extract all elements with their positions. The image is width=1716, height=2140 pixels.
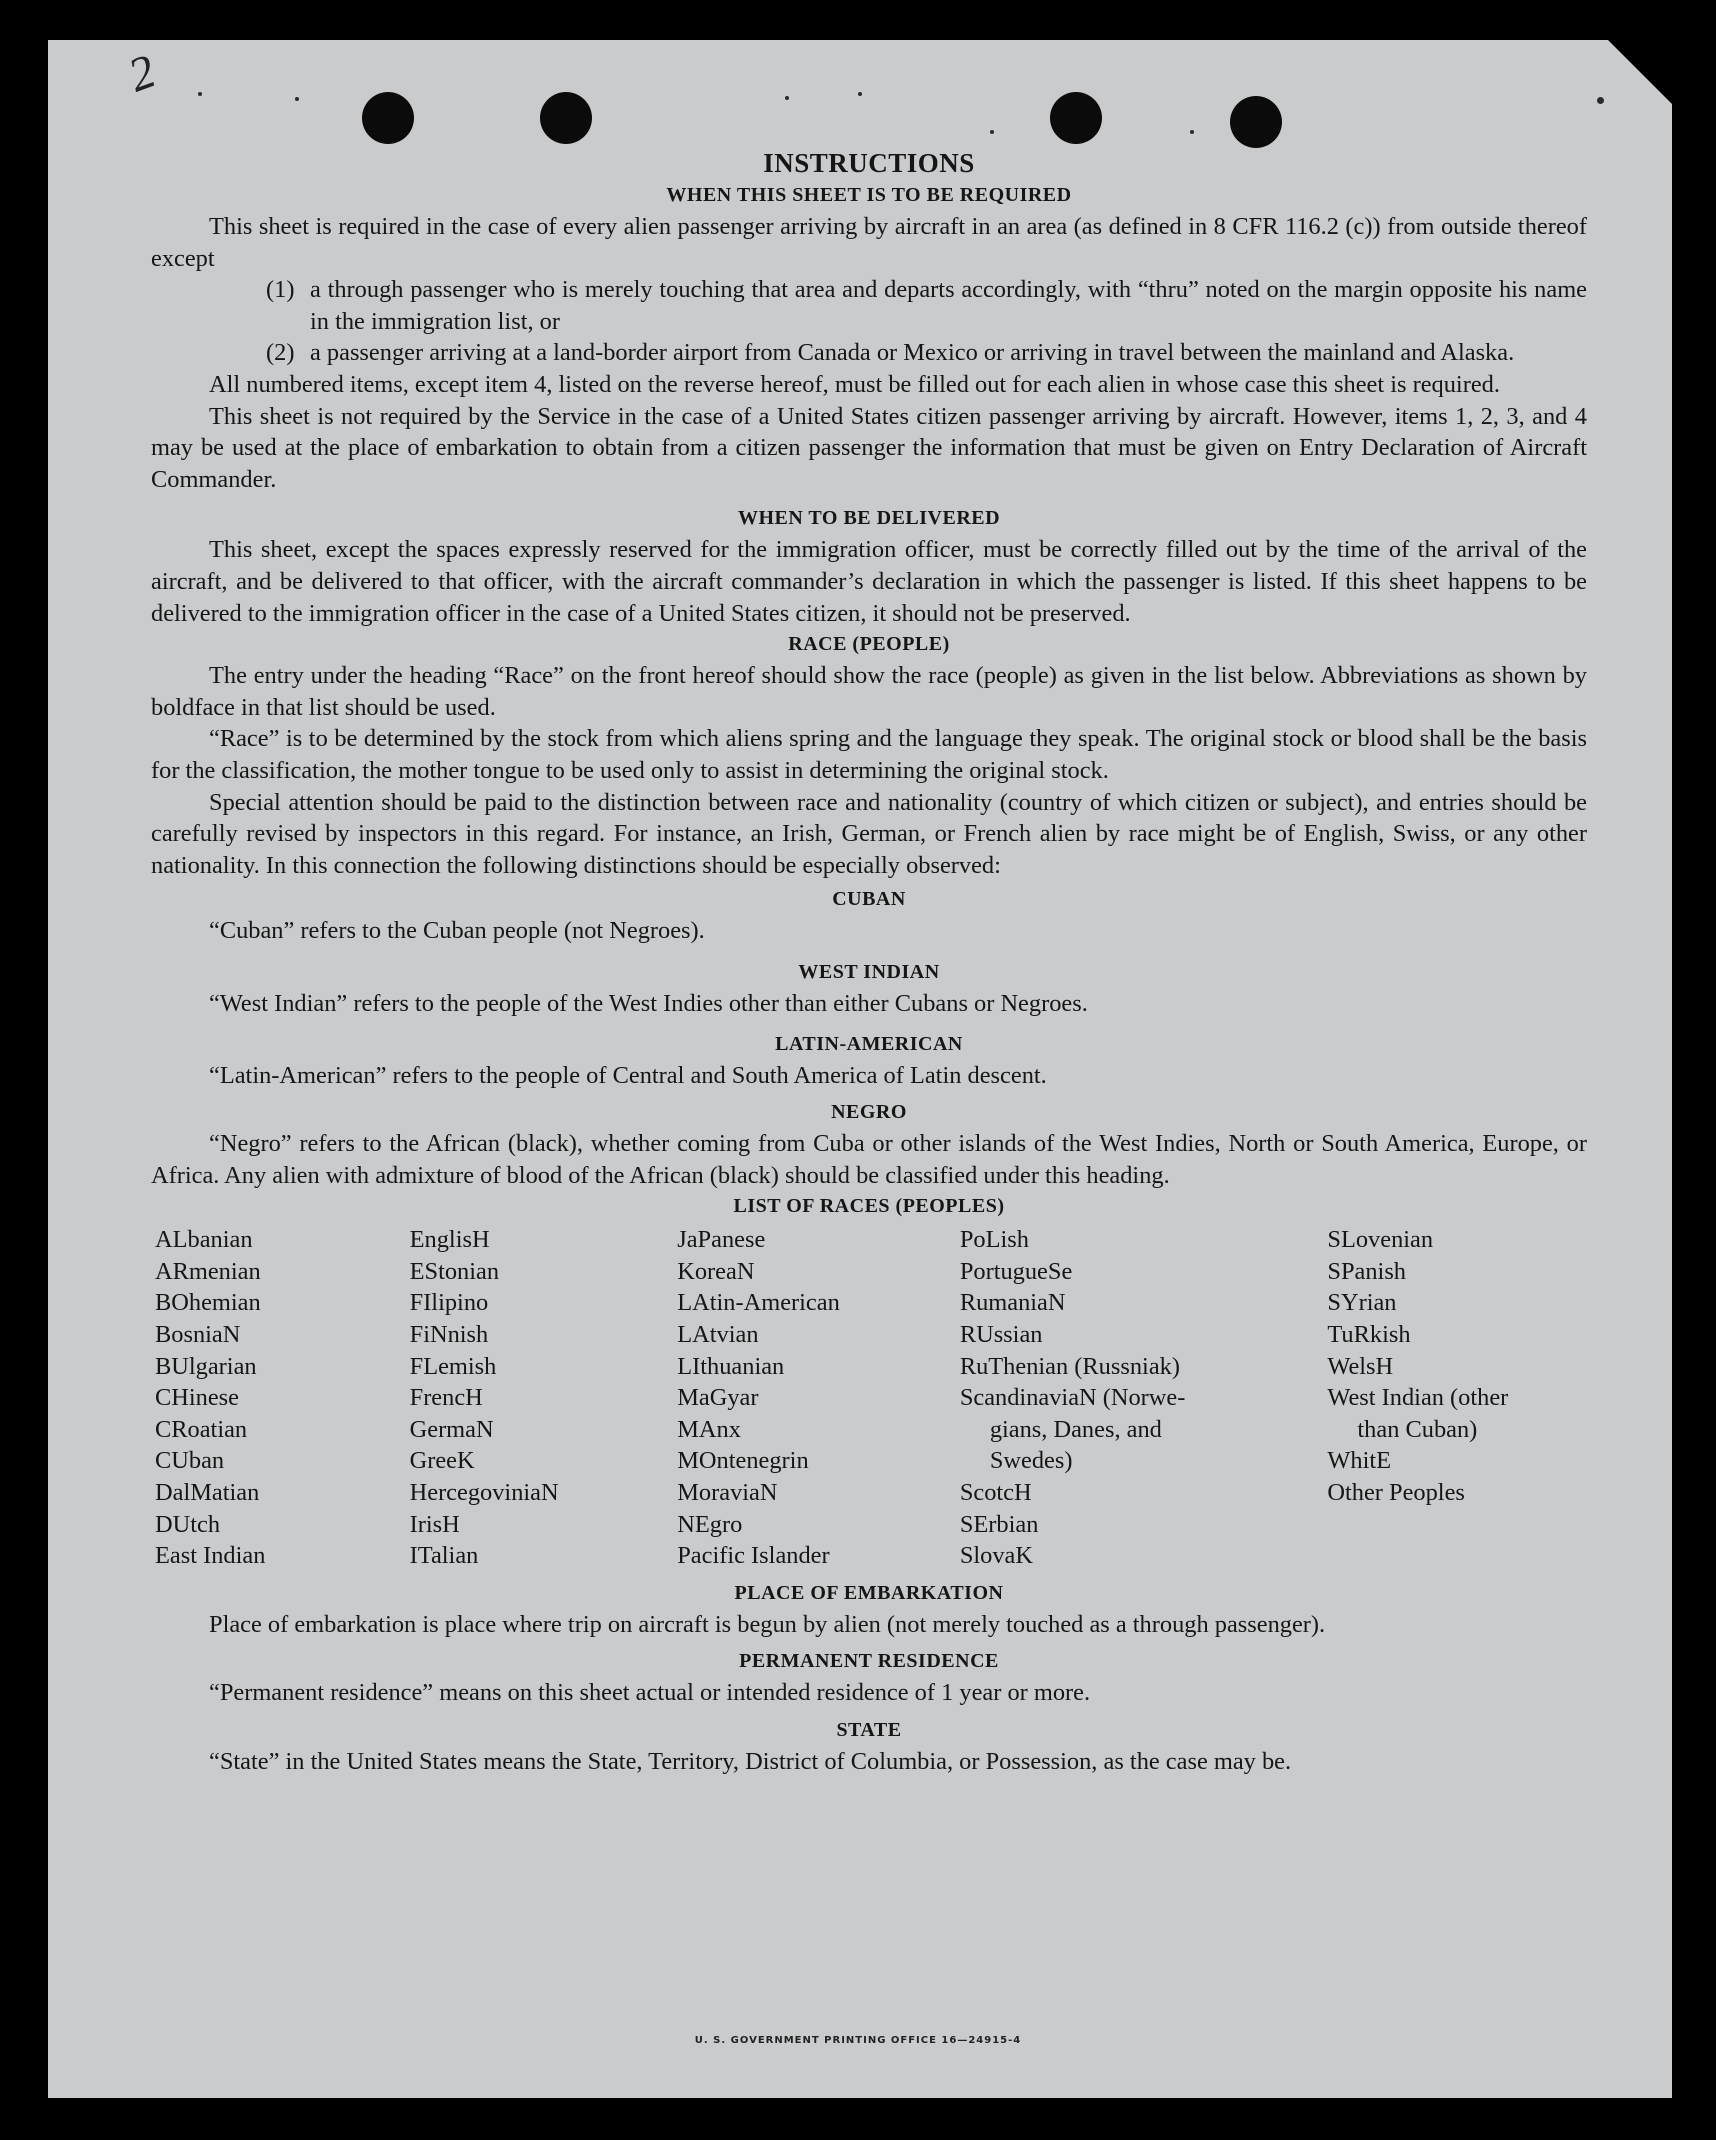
race-item: BUlgarian bbox=[155, 1352, 257, 1380]
race-item: PortugueSe bbox=[959, 1257, 1073, 1285]
race-item: SLovenian bbox=[1327, 1226, 1434, 1254]
margin-handwritten-number: 2 bbox=[121, 44, 163, 103]
race-item: RUssian bbox=[959, 1321, 1043, 1349]
list-item bbox=[151, 274, 1587, 337]
speck bbox=[785, 96, 789, 100]
race-item: PoLish bbox=[959, 1226, 1029, 1254]
race-item: GreeK bbox=[409, 1447, 475, 1475]
race-item: MAnx bbox=[677, 1415, 741, 1443]
race-item: HercegoviniaN bbox=[409, 1479, 559, 1506]
speck bbox=[990, 130, 994, 134]
race-item: RumaniaN bbox=[959, 1289, 1066, 1317]
list-item bbox=[151, 337, 1587, 369]
item-text: a through passenger who is merely touching that area and departs accordingly, with “thru” noted on the margin opposite his name in the immigration list, or bbox=[310, 276, 1587, 335]
race-item: ARmenian bbox=[155, 1257, 261, 1285]
paragraph: This sheet, except the spaces expressly reserved for the immigration officer, must be correctly filled out by the time of the arrival of the aircraft, and be delivered to that officer, with the aircraft commander’s declaration in which the passenger is listed. If this sheet happens to be delivered to the immigration officer in the case of a United States citizen, it should not be preserved. bbox=[151, 536, 1587, 627]
race-item: LAtin-American bbox=[677, 1289, 840, 1317]
paragraph: Special attention should be paid to the distinction between race and nationality (country of which citizen or subject), and entries should be carefully revised by inspectors in this regard. For instance, an Irish, German, or French alien by race might be of English, Swiss, or any other nationality. In this connection the following distinctions should be especially observed: bbox=[151, 788, 1587, 879]
race-item: WhitE bbox=[1327, 1447, 1392, 1475]
race-item: FIlipino bbox=[409, 1289, 489, 1317]
section-heading: RACE (PEOPLE) bbox=[788, 633, 950, 656]
page-corner-cut bbox=[1608, 40, 1672, 104]
section-heading: PERMANENT RESIDENCE bbox=[739, 1650, 999, 1673]
speck bbox=[1597, 97, 1604, 104]
race-item: ITalian bbox=[409, 1542, 479, 1570]
section-heading: PLACE OF EMBARKATION bbox=[734, 1581, 1004, 1604]
paragraph: “State” in the United States means the State, Territory, District of Columbia, or Possession, as the case may be. bbox=[209, 1747, 1292, 1775]
section-heading: LIST OF RACES (PEOPLES) bbox=[733, 1195, 1005, 1218]
speck bbox=[858, 92, 862, 96]
race-item: EnglisH bbox=[409, 1226, 490, 1254]
paragraph: “Negro” refers to the African (black), whether coming from Cuba or other islands of the West Indies, North or South America, Europe, or Africa. Any alien with admixture of blood of the African (black) should be classified under this heading. bbox=[151, 1130, 1587, 1189]
race-item: BOhemian bbox=[155, 1289, 261, 1317]
race-item: East Indian bbox=[155, 1542, 266, 1570]
paragraph: This sheet is not required by the Service in the case of a United States citizen passenger arriving by aircraft. However, items 1, 2, 3, and 4 may be used at the place of embarkation to obtain from a citizen passenger the information that must be given on Entry Declaration of Aircraft Commander. bbox=[151, 402, 1587, 493]
race-item: MaGyar bbox=[677, 1384, 759, 1412]
race-item: CRoatian bbox=[155, 1415, 248, 1443]
race-item: JaPanese bbox=[677, 1226, 766, 1254]
race-item: gians, Danes, and bbox=[989, 1415, 1162, 1443]
section-heading: WHEN TO BE DELIVERED bbox=[737, 507, 1001, 530]
race-item: CHinese bbox=[155, 1384, 239, 1412]
race-item: RuThenian (Russniak) bbox=[959, 1352, 1180, 1380]
race-item: West Indian (other bbox=[1327, 1384, 1509, 1412]
race-item: ScotcH bbox=[959, 1479, 1032, 1506]
section-heading: WHEN THIS SHEET IS TO BE REQUIRED bbox=[666, 184, 1072, 206]
printer-imprint: U. S. GOVERNMENT PRINTING OFFICE 16—24915-4 bbox=[694, 2035, 1022, 2046]
race-item: GermaN bbox=[409, 1415, 494, 1443]
paragraph: All numbered items, except item 4, listed on the reverse hereof, must be filled out for each alien in whose case this sheet is required. bbox=[209, 370, 1500, 398]
race-item: TuRkish bbox=[1327, 1321, 1411, 1349]
speck bbox=[295, 97, 299, 101]
race-column bbox=[155, 1224, 410, 1572]
race-item: EStonian bbox=[409, 1257, 500, 1285]
paragraph: “Cuban” refers to the Cuban people (not Negroes). bbox=[209, 917, 705, 945]
race-item: than Cuban) bbox=[1357, 1415, 1478, 1443]
speck bbox=[1190, 130, 1194, 134]
page-title: INSTRUCTIONS bbox=[763, 148, 975, 178]
race-item: SPanish bbox=[1327, 1257, 1407, 1285]
race-item: LIthuanian bbox=[677, 1352, 785, 1380]
race-item: LAtvian bbox=[677, 1321, 759, 1349]
section-heading: CUBAN bbox=[832, 888, 906, 911]
paragraph: “West Indian” refers to the people of the West Indies other than either Cubans or Negroes. bbox=[209, 989, 1088, 1017]
paragraph: “Race” is to be determined by the stock from which aliens spring and the language they speak. The original stock or blood shall be the basis for the classification, the mother tongue to be used only to assist in determining the original stock. bbox=[151, 725, 1587, 784]
race-item: IrisH bbox=[409, 1510, 460, 1538]
race-column bbox=[960, 1224, 1248, 1572]
section-heading: WEST INDIAN bbox=[798, 960, 940, 983]
race-item: MOntenegrin bbox=[677, 1447, 809, 1475]
race-item: NEgro bbox=[677, 1510, 743, 1538]
paragraph: Place of embarkation is place where trip on aircraft is begun by alien (not merely touched as a through passenger). bbox=[209, 1610, 1326, 1638]
race-item: FiNnish bbox=[409, 1321, 489, 1349]
paragraph: The entry under the heading “Race” on the front hereof should show the race (people) as given in the list below. Abbreviations as shown by boldface in that list should be used. bbox=[151, 662, 1587, 721]
race-item: BosniaN bbox=[155, 1321, 241, 1349]
item-number: (2) bbox=[266, 339, 295, 367]
section-heading: LATIN-AMERICAN bbox=[775, 1033, 963, 1056]
punch-hole bbox=[540, 92, 592, 144]
race-item: WelsH bbox=[1327, 1352, 1394, 1380]
race-item: FrencH bbox=[409, 1384, 483, 1412]
section-heading: NEGRO bbox=[831, 1101, 907, 1124]
paragraph: “Latin-American” refers to the people of Central and South America of Latin descent. bbox=[209, 1062, 1047, 1090]
race-item: Swedes) bbox=[989, 1447, 1073, 1475]
race-item: ScandinaviaN (Norwe- bbox=[959, 1384, 1186, 1412]
punch-hole bbox=[1230, 96, 1282, 148]
race-item: KoreaN bbox=[677, 1257, 755, 1285]
race-item: DUtch bbox=[155, 1510, 221, 1538]
punch-hole bbox=[1050, 92, 1102, 144]
race-list bbox=[155, 1224, 1587, 1572]
item-number: (1) bbox=[266, 276, 295, 304]
race-item: ALbanian bbox=[155, 1226, 253, 1254]
race-item: MoraviaN bbox=[677, 1479, 778, 1506]
race-item: SYrian bbox=[1327, 1289, 1397, 1317]
race-item: FLemish bbox=[409, 1352, 497, 1380]
race-column bbox=[677, 1224, 960, 1572]
race-item: Other Peoples bbox=[1327, 1479, 1465, 1506]
race-item: SErbian bbox=[959, 1510, 1039, 1538]
race-item: Pacific Islander bbox=[677, 1542, 830, 1570]
race-item: SlovaK bbox=[959, 1542, 1033, 1570]
item-text: a passenger arriving at a land-border airport from Canada or Mexico or arriving in travel between the mainland and Alaska. bbox=[310, 339, 1515, 367]
race-column bbox=[1327, 1224, 1587, 1572]
race-column bbox=[410, 1224, 678, 1572]
instructions-body bbox=[151, 146, 1587, 1778]
punch-hole bbox=[362, 92, 414, 144]
paragraph: This sheet is required in the case of every alien passenger arriving by aircraft in an area (as defined in 8 CFR 116.2 (c)) from outside thereof except bbox=[151, 213, 1587, 272]
race-item: DalMatian bbox=[155, 1479, 260, 1506]
paragraph: “Permanent residence” means on this sheet actual or intended residence of 1 year or more. bbox=[209, 1679, 1091, 1707]
race-item: CUban bbox=[155, 1447, 225, 1475]
section-heading: STATE bbox=[836, 1718, 902, 1741]
speck bbox=[198, 92, 202, 96]
